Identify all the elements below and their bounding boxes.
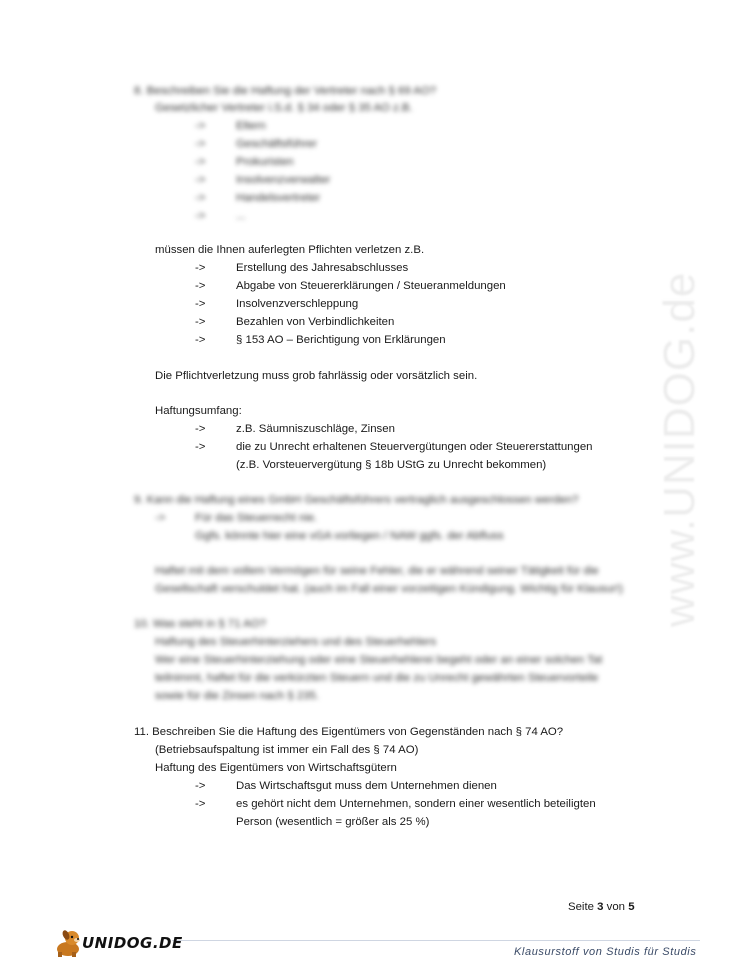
q11-item: Das Wirtschaftsgut muss dem Unternehmen dienen [236, 780, 497, 792]
q8-duty: Bezahlen von Verbindlichkeiten [236, 316, 395, 328]
arrow: -> [155, 512, 166, 524]
q8-duty: § 153 AO – Berichtigung von Erklärungen [236, 334, 446, 346]
arrow: -> [195, 120, 206, 132]
q8-scope-note: (z.B. Vorsteuervergütung § 18b UStG zu Unrecht bekommen) [236, 459, 547, 471]
q8-scope-item: z.B. Säumniszuschläge, Zinsen [236, 423, 395, 435]
arrow: -> [195, 138, 206, 150]
q8-item: ... [236, 210, 246, 222]
arrow: -> [195, 798, 206, 810]
q10-line: Haftung des Steuerhinterziehers und des Steuerhehlers [155, 636, 437, 648]
page-middle: von [606, 901, 626, 913]
arrow: -> [195, 441, 206, 453]
page-current: 3 [597, 901, 604, 913]
q8-duty: Insolvenzverschleppung [236, 298, 359, 310]
page-number [568, 900, 635, 914]
page-total: 5 [628, 901, 635, 913]
q9-para: Haftet mit dem vollem Vermögen für seine Fehler, die er während seiner Tätigkeit für die [155, 565, 599, 577]
q8-duties-intro: müssen die Ihnen auferlegten Pflichten verletzen z.B. [155, 244, 425, 256]
arrow: -> [195, 210, 206, 222]
q8-item: Prokuristen [236, 156, 294, 168]
q11-item-cont: Person (wesentlich = größer als 25 %) [236, 816, 430, 828]
arrow: -> [195, 280, 206, 292]
q8-item: Geschäftsführer [236, 138, 318, 150]
q8-item: Insolvenzverwalter [236, 174, 331, 186]
q8-scope-title: Haftungsumfang: [155, 405, 242, 417]
page-prefix: Seite [568, 901, 594, 913]
q11-title: 11. Beschreiben Sie die Haftung des Eigentümers von Gegenständen nach § 74 AO? [134, 726, 564, 738]
q8-title: 8. Beschreiben Sie die Haftung der Vertreter nach § 69 AO? [134, 85, 437, 97]
q11-line: (Betriebsaufspaltung ist immer ein Fall des § 74 AO) [155, 744, 419, 756]
q10-title: 10. Was steht in § 71 AO? [134, 618, 266, 630]
q8-duty: Abgabe von Steuererklärungen / Steueranmeldungen [236, 280, 506, 292]
arrow: -> [195, 334, 206, 346]
arrow: -> [195, 298, 206, 310]
q8-item: Handelsvertreter [236, 192, 321, 204]
logo-text: UNIDOG.DE [82, 934, 183, 952]
arrow: -> [195, 192, 206, 204]
q8-subtitle: Gesetzlicher Vertreter i.S.d. § 34 oder § 35 AO z.B. [155, 102, 413, 114]
q11-line: Haftung des Eigentümers von Wirtschaftsgütern [155, 762, 397, 774]
dog-icon [52, 925, 86, 959]
arrow: -> [195, 423, 206, 435]
q10-line: teilnimmt, haftet für die verkürzten Steuern und die zu Unrecht gewährten Steuervorteile [155, 672, 599, 684]
unidog-logo [52, 925, 183, 959]
arrow: -> [195, 174, 206, 186]
q8-duty: Erstellung des Jahresabschlusses [236, 262, 409, 274]
footer-divider [172, 940, 700, 941]
arrow: -> [195, 316, 206, 328]
q9-arrow-text: Für das Steuerrecht nie. [195, 512, 318, 524]
arrow: -> [195, 780, 206, 792]
q8-negligence: Die Pflichtverletzung muss grob fahrlässig oder vorsätzlich sein. [155, 370, 478, 382]
footer-tagline: Klausurstoff von Studis für Studis [514, 946, 697, 958]
q9-para: Gesellschaft verschuldet hat. (auch im Fall einer vorzeitigen Kündigung. Wichtig für Klausur!) [155, 583, 623, 595]
q8-item: Eltern [236, 120, 266, 132]
q10-line: Wer eine Steuerhinterziehung oder eine Steuerhehlerei begeht oder an einer solchen Tat [155, 654, 603, 666]
q9-arrow-text2: Ggfs. könnte hier eine vGA vorliegen / NAW ggfs. der Abfluss [195, 530, 504, 542]
arrow: -> [195, 156, 206, 168]
arrow: -> [195, 262, 206, 274]
watermark-text: www.UNIDOG.de [655, 271, 704, 627]
q9-title: 9. Kann die Haftung eines GmbH Geschäftsführers vertraglich ausgeschlossen werden? [134, 494, 579, 506]
q8-scope-item: die zu Unrecht erhaltenen Steuervergütungen oder Steuererstattungen [236, 441, 593, 453]
q10-line: sowie für die Zinsen nach § 235. [155, 690, 319, 702]
q11-item: es gehört nicht dem Unternehmen, sondern einer wesentlich beteiligten [236, 798, 596, 810]
